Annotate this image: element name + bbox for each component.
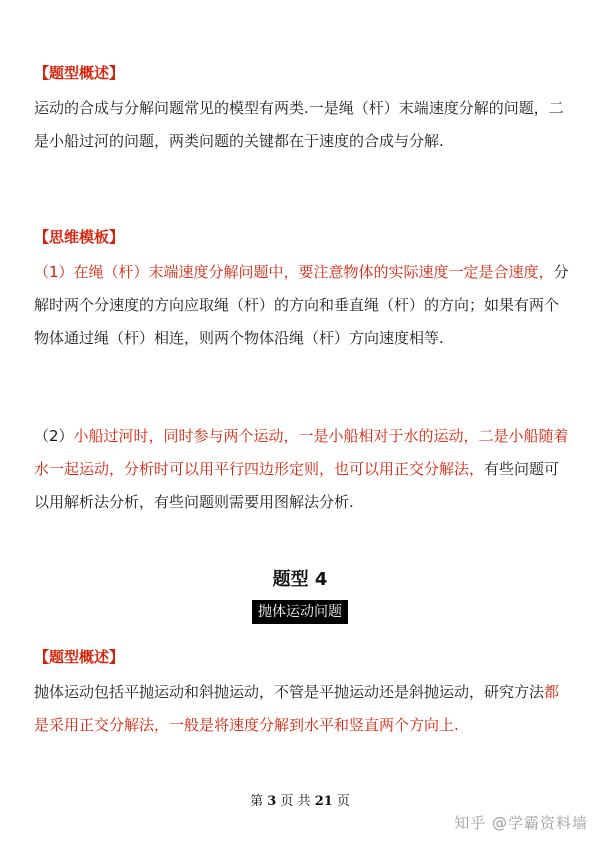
template-p1-text: 分解时两个分速度的方向应取绳（杆）的方向和垂直绳（杆）的方向；如果有两个物体通过绳（杆）相连，则两个物体沿绳（杆）方向速度相等. <box>34 263 569 347</box>
footer-suffix: 页 <box>336 794 350 809</box>
footer-page-number: 3 <box>267 794 277 809</box>
footer-total-pages: 21 <box>314 794 333 809</box>
page-footer <box>0 790 600 809</box>
template-paragraph-2 <box>34 420 569 519</box>
section-heading-overview: 【题型概述】 <box>34 64 125 82</box>
type-4-title: 题型 4 <box>272 569 328 590</box>
template-paragraph-1 <box>34 256 569 355</box>
section-heading-overview-2: 【题型概述】 <box>34 648 125 666</box>
template-p2-highlight: 小船过河时，同时参与两个运动，一是小船相对于水的运动，二是小船随着水一起运动，分析时可以用平行四边形定则，也可以用正交分解法， <box>34 427 569 478</box>
watermark: 知乎 @学霸资料墙 <box>454 814 588 832</box>
footer-prefix: 第 <box>250 794 264 809</box>
template-p1-highlight: （1）在绳（杆）末端速度分解问题中，要注意物体的实际速度一定是合速度， <box>34 263 554 281</box>
overview2-highlight: 都是采用正交分解法，一般是将速度分解到水平和竖直两个方向上. <box>34 683 560 734</box>
template-p2-prefix: （2） <box>34 427 74 445</box>
overview2-text: 抛体运动包括平抛运动和斜抛运动，不管是平抛运动还是斜抛运动，研究方法 <box>34 683 545 701</box>
section-heading-template: 【思维模板】 <box>34 228 125 246</box>
footer-mid: 页 共 <box>280 794 311 809</box>
overview-paragraph: 运动的合成与分解问题常见的模型有两类.一是绳（杆）末端速度分解的问题，二是小船过河的问题，两类问题的关键都在于速度的合成与分解. <box>34 99 564 150</box>
type-4-badge-wrap <box>0 600 600 624</box>
type-4-badge: 抛体运动问题 <box>252 600 348 624</box>
template-p2-text: 有些问题可以用解析法分析，有些问题则需要用图解法分析. <box>34 460 560 511</box>
overview-paragraph-2 <box>34 676 569 742</box>
